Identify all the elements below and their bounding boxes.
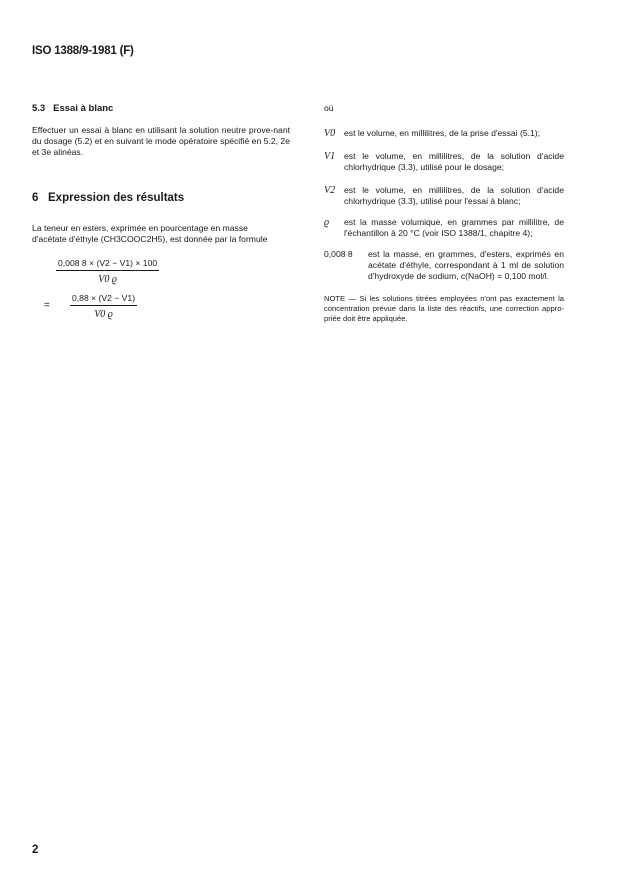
symbol-constant: 0,008 8 xyxy=(324,249,353,259)
section-number: 5.3 xyxy=(32,103,46,114)
page-number: 2 xyxy=(32,844,39,856)
formula-denominator-1: V0 ϱ xyxy=(98,274,117,285)
section-title: Expression des résultats xyxy=(48,192,185,204)
definition-text: est le volume, en millilitres, de la solution d'acide chlorhydrique (3.3), utilisé pour l'essai à blanc; xyxy=(344,185,564,206)
symbol-v1: V1 xyxy=(324,151,336,162)
formula-fraction-1 xyxy=(56,258,159,285)
document-header: ISO 1388/9-1981 (F) xyxy=(32,45,134,57)
definition-v0 xyxy=(324,128,564,139)
definition-v1 xyxy=(324,151,564,173)
section-title: Essai à blanc xyxy=(53,103,114,114)
section-5-3-body: Effectuer un essai à blanc en utilisant la solution neutre prove-nant du dosage (5.2) et en suivant le mode opératoire spécifié en 5.2, 2e et 3e alinéas. xyxy=(32,125,290,157)
ou-label: où xyxy=(324,103,334,113)
definition-text: est le volume, en millilitres, de la prise d'essai (5.1); xyxy=(344,128,541,138)
formula-equals: = xyxy=(44,300,50,311)
definition-text: est la masse, en grammes, d'esters, exprimés en acétate d'éthyle, correspondant à 1 ml de solution d'hydroxyde de sodium, c(NaOH) = 0,100 mol/l. xyxy=(368,249,564,281)
section-6-body-line1: La teneur en esters, exprimée en pourcentage en masse xyxy=(32,223,248,233)
variable-definitions xyxy=(324,103,564,324)
definition-text: est le volume, en millilitres, de la solution d'acide chlorhydrique (3.3), utilisé pour le dosage; xyxy=(344,151,564,172)
symbol-rho: ϱ xyxy=(324,217,330,228)
formula-numerator-1: 0,008 8 × (V2 − V1) × 100 xyxy=(58,258,158,268)
section-6-heading xyxy=(32,193,290,204)
formula-fraction-2 xyxy=(70,293,137,320)
formula-denominator-2: V0 ϱ xyxy=(94,309,113,320)
section-6 xyxy=(32,193,290,245)
definition-constant xyxy=(324,249,564,282)
definition-v2 xyxy=(324,185,564,207)
section-5-3 xyxy=(32,103,290,158)
section-6-body xyxy=(32,223,290,245)
definition-text: est la masse volumique, en grammes par millilitre, de l'échantillon à 20 °C (voir ISO 1388/1, chapitre 4); xyxy=(344,217,564,238)
definition-rho xyxy=(324,217,564,239)
section-5-3-heading xyxy=(32,103,290,114)
section-number: 6 xyxy=(32,192,39,204)
section-6-body-line2: d'acétate d'éthyle (CH3COOC2H5), est donnée par la formule xyxy=(32,234,268,244)
formula-numerator-2: 0,88 × (V2 − V1) xyxy=(72,293,136,303)
symbol-v0: V0 xyxy=(324,128,336,139)
symbol-v2: V2 xyxy=(324,185,336,196)
note: NOTE — Si les solutions titrées employées n'ont pas exactement la concentration prévue dans la liste des réactifs, une correction appro-priée doit être appliquée. xyxy=(324,294,564,323)
